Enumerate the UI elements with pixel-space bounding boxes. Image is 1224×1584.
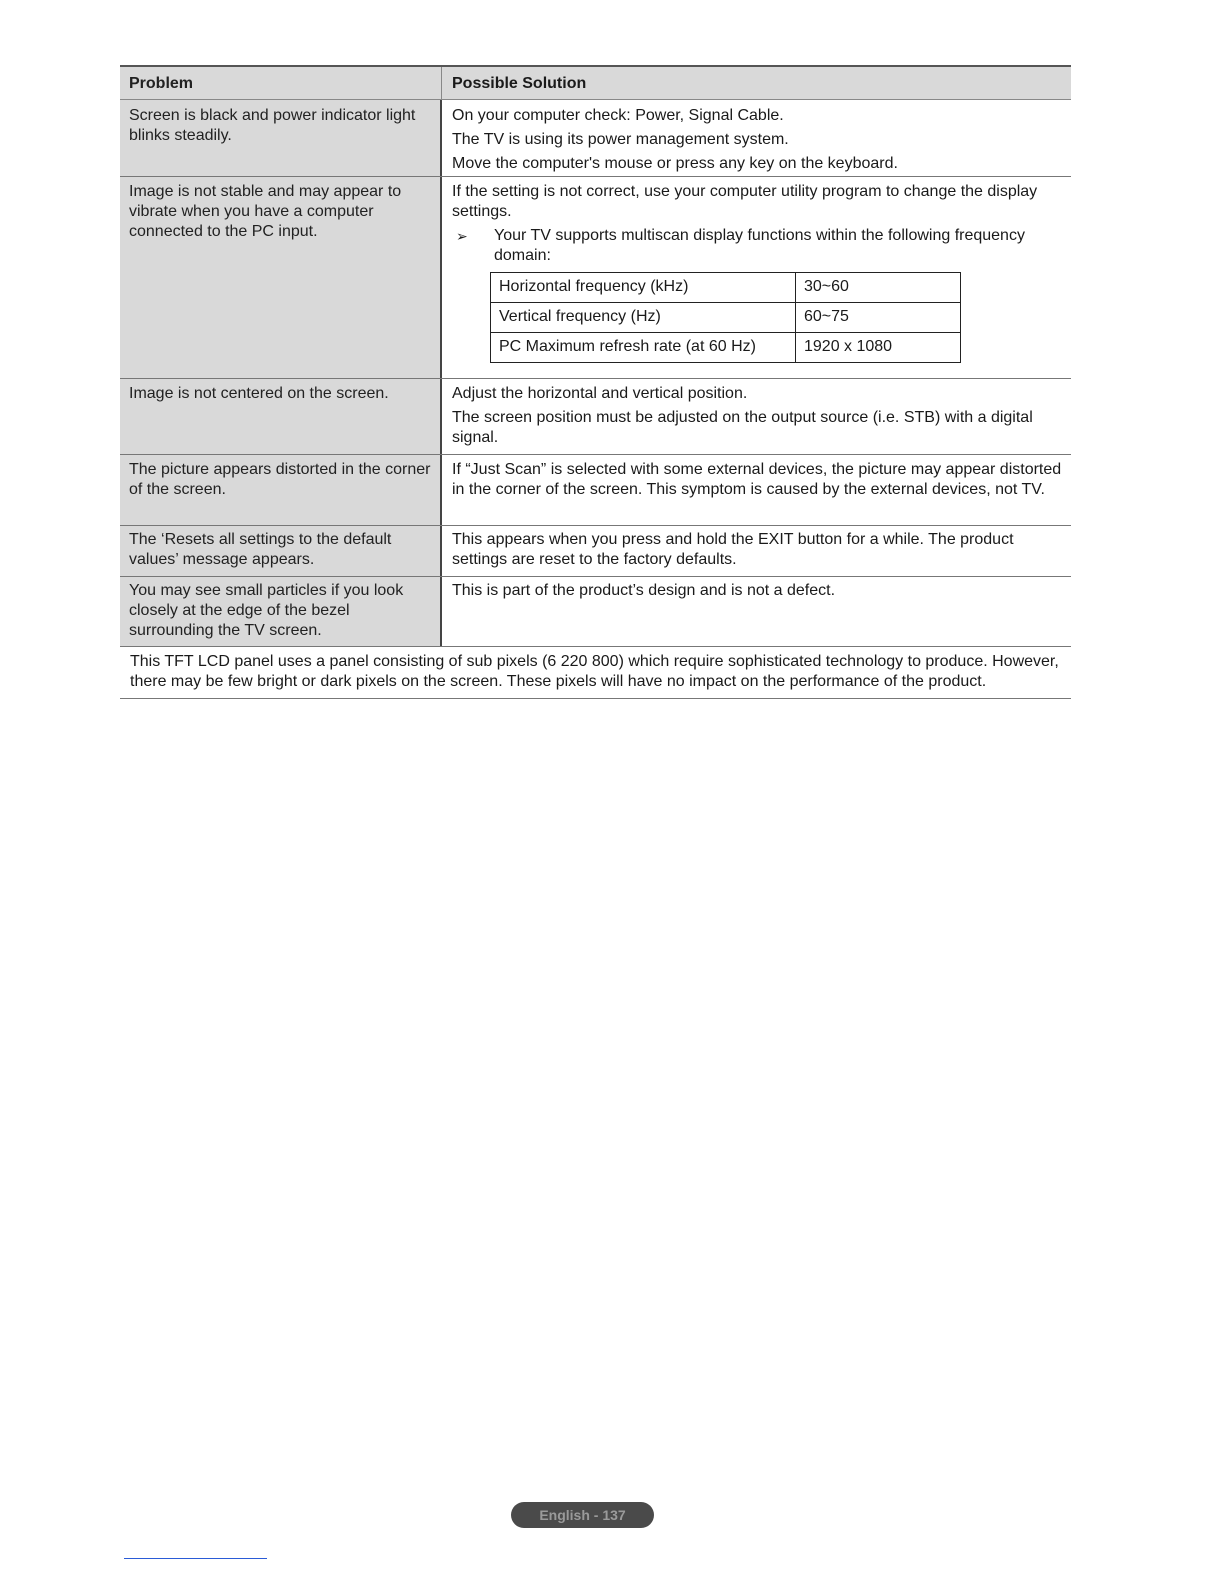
solution-line: The screen position must be adjusted on the output source (i.e. STB) with a digital signal. [452,409,1033,446]
solution-cell: If “Just Scan” is selected with some external devices, the picture may appear distorted in the corner of the screen. This symptom is caused by the external devices, not TV. [452,461,1062,498]
problem-header: Problem [120,67,442,99]
problem-cell: You may see small particles if you look closely at the edge of the bezel surrounding the TV screen. [120,577,442,646]
frequency-value: 1920 x 1080 [796,333,961,363]
note-text: Your TV supports multiscan display functions within the following frequency domain: [494,227,1025,264]
frequency-label: Horizontal frequency (kHz) [491,273,796,303]
table-row [120,455,1071,526]
solution-cell [442,177,1071,378]
solution-line: The TV is using its power management system. [452,131,789,148]
frequency-row [491,303,961,333]
problem-cell: Image is not centered on the screen. [120,379,442,454]
frequency-label: Vertical frequency (Hz) [491,303,796,333]
note [452,226,1065,266]
solution-line: If the setting is not correct, use your computer utility program to change the display settings. [452,183,1038,220]
solution-line: On your computer check: Power, Signal Cable. [452,107,784,124]
solution-header: Possible Solution [442,67,1071,99]
frequency-value: 60~75 [796,303,961,333]
solution-cell [442,379,1071,454]
table-row [120,177,1071,379]
table-header [120,67,1071,100]
frequency-row [491,333,961,363]
problem-cell: Image is not stable and may appear to vibrate when you have a computer connected to the PC input. [120,177,442,378]
problem-cell: The ‘Resets all settings to the default values’ message appears. [120,526,442,576]
arrow-right-icon: ➢ [456,228,468,244]
table-row [120,379,1071,455]
problem-cell: Screen is black and power indicator light blinks steadily. [120,100,442,176]
pixel-footnote: This TFT LCD panel uses a panel consisting of sub pixels (6 220 800) which require sophisticated technology to produce. However, there may be few bright or dark pixels on the screen. These pixels will have no impact on the performance of the product. [130,653,1059,690]
frequency-label: PC Maximum refresh rate (at 60 Hz) [491,333,796,363]
frequency-table [490,272,961,363]
frequency-row [491,273,961,303]
troubleshooting-table [120,65,1071,699]
page-number-badge: English - 137 [511,1502,654,1528]
solution-cell: This is part of the product’s design and is not a defect. [452,582,836,599]
table-row [120,577,1071,647]
table-row [120,100,1071,177]
table-row [120,526,1071,577]
problem-cell: The picture appears distorted in the corner of the screen. [120,455,442,525]
solution-cell [442,100,1071,176]
solution-cell: This appears when you press and hold the EXIT button for a while. The product settings are reset to the factory defaults. [452,531,1014,568]
solution-line: Move the computer's mouse or press any key on the keyboard. [452,155,898,172]
frequency-value: 30~60 [796,273,961,303]
solution-line: Adjust the horizontal and vertical position. [452,385,748,402]
footer-rule [124,1558,267,1559]
